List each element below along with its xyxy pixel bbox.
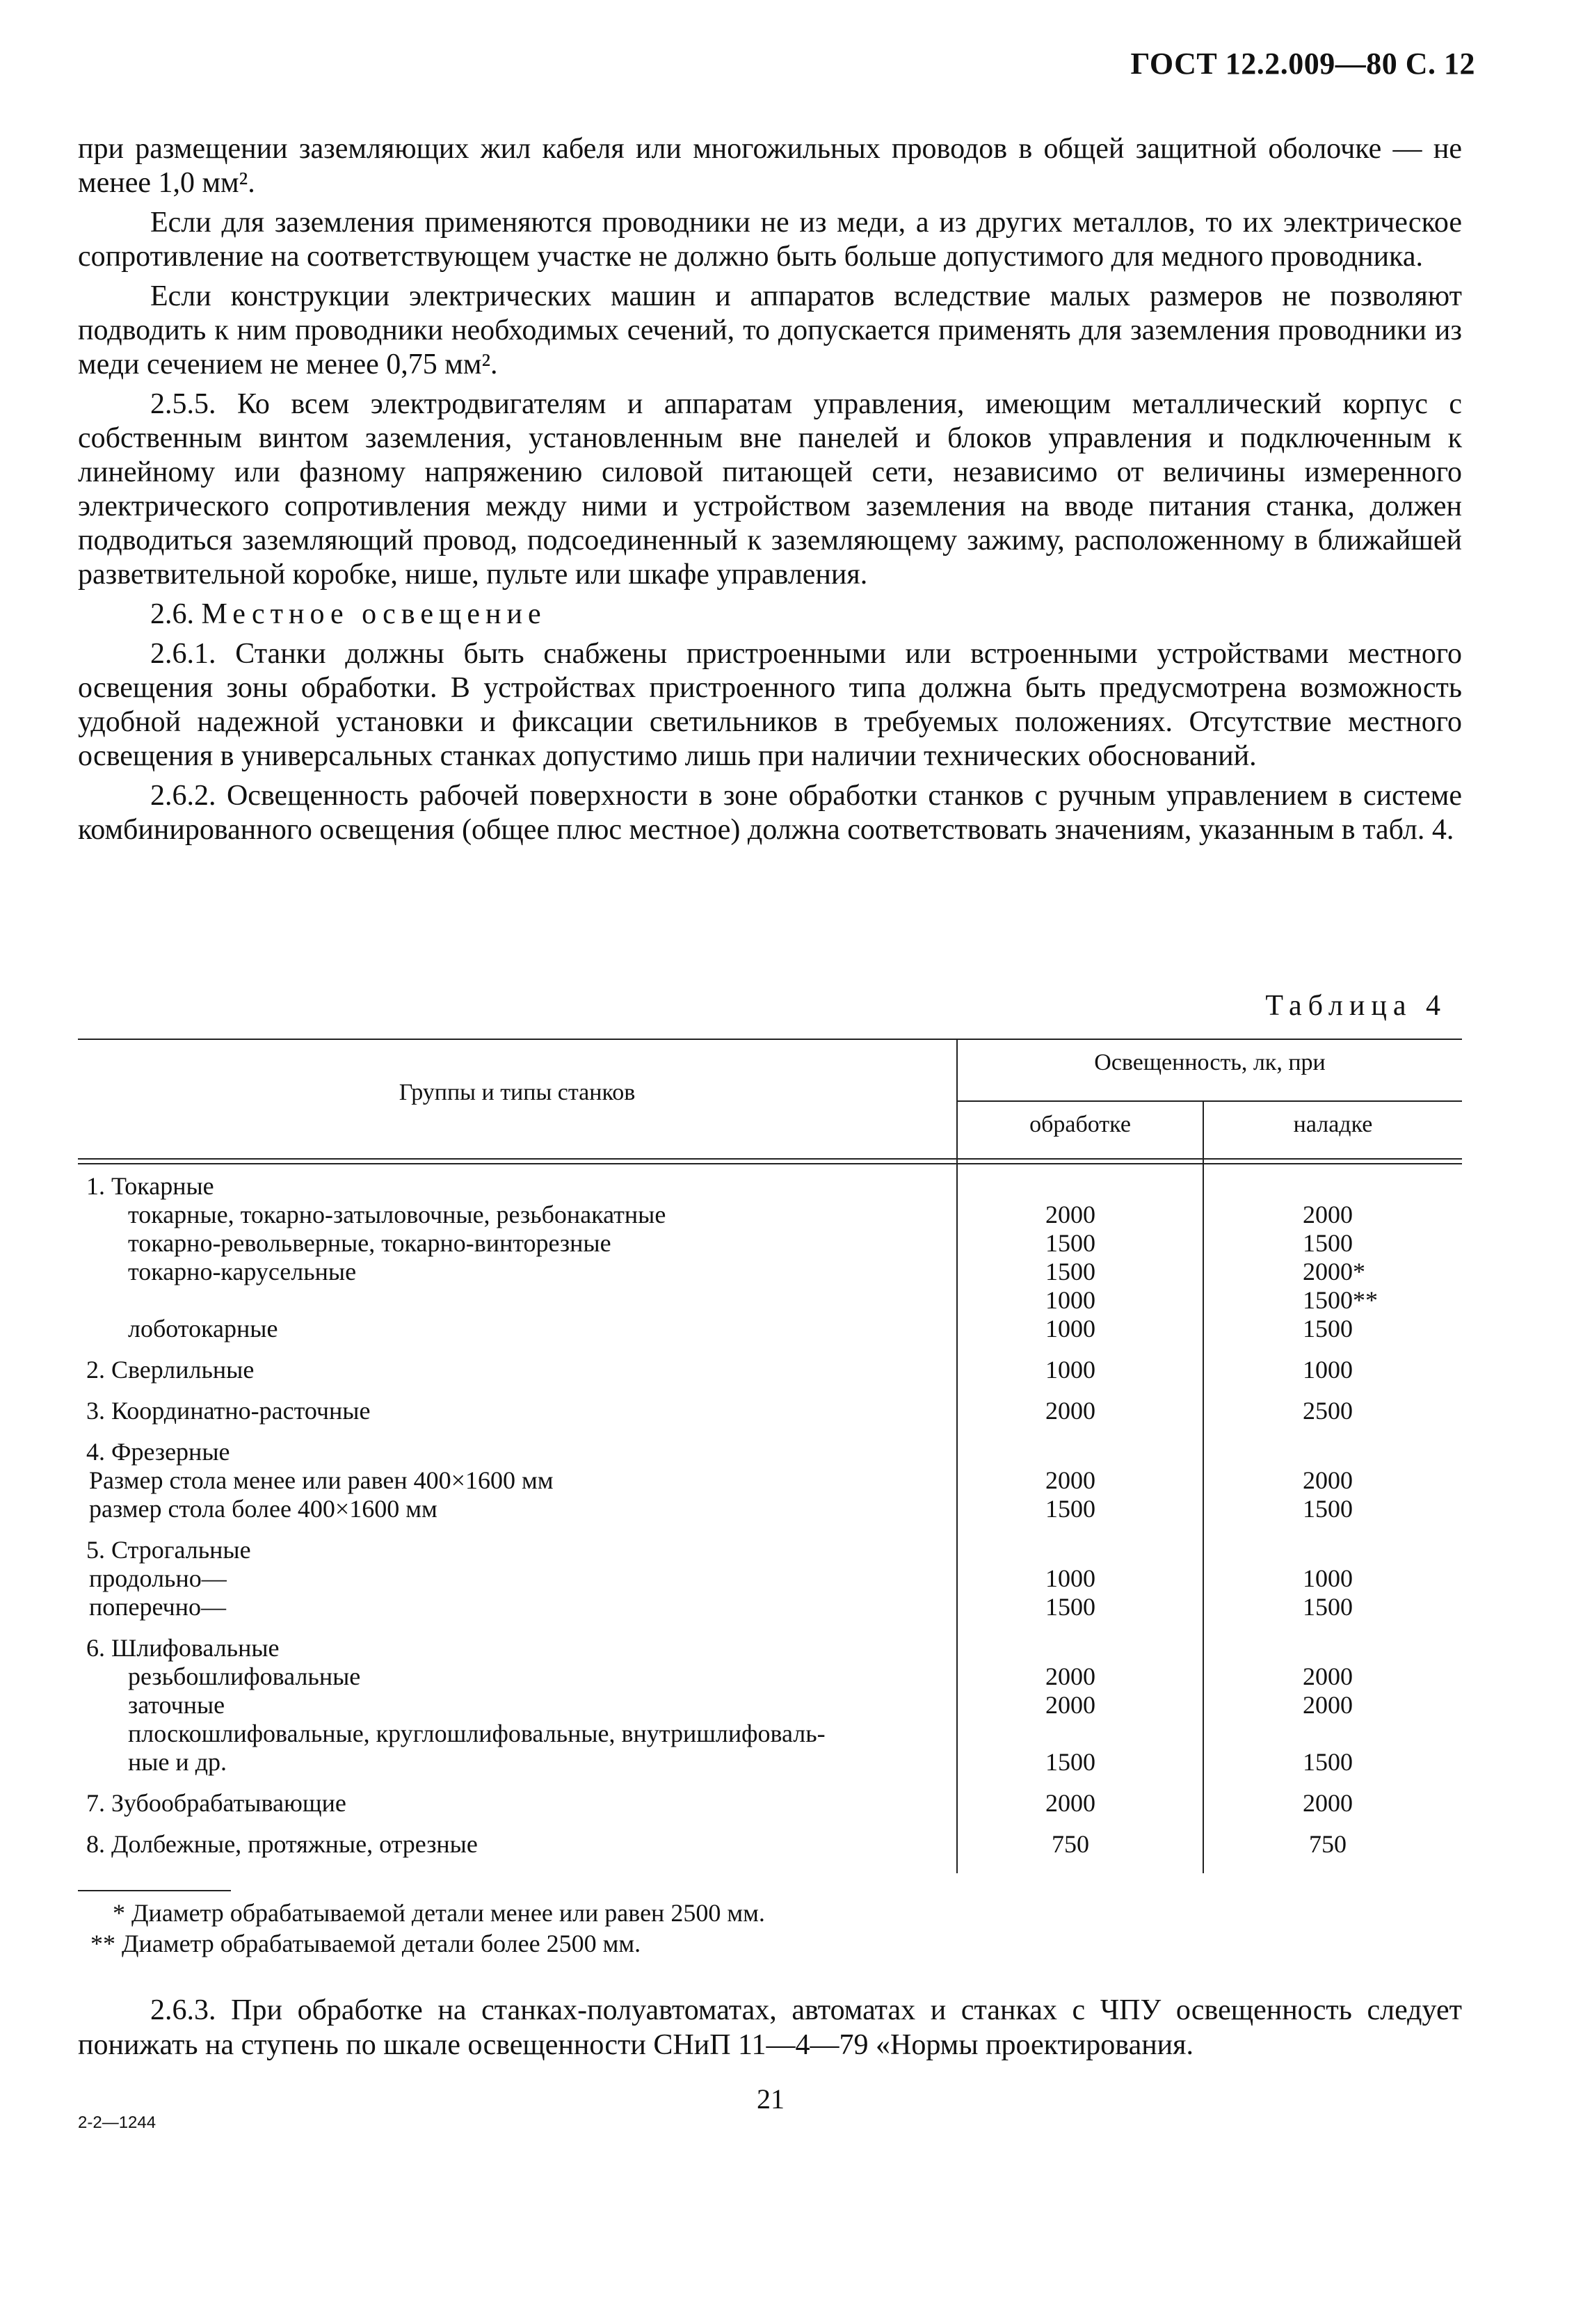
illumination-processing: 2000 — [1045, 1691, 1095, 1719]
table-row — [78, 1536, 1462, 1564]
table-group — [78, 1397, 1462, 1425]
illumination-setup: 2000 — [1303, 1662, 1353, 1690]
illumination-processing: 2000 — [1045, 1397, 1095, 1425]
illumination-setup: 1500 — [1303, 1748, 1353, 1776]
illumination-setup-cell — [1194, 1789, 1462, 1818]
illumination-processing: 1000 — [1045, 1315, 1095, 1343]
table-header-illumination: Освещенность, лк, при — [1094, 1050, 1326, 1075]
machine-type: токарные, токарно-затыловочные, резьбонакатные — [128, 1201, 666, 1228]
illumination-setup-cell — [1194, 1201, 1462, 1229]
table-header-rule — [78, 1158, 1462, 1160]
page-number: 21 — [757, 2083, 785, 2115]
footnote-rule — [78, 1890, 231, 1891]
illumination-setup-cell: 2000* — [1303, 1258, 1365, 1285]
table-row — [78, 1662, 1462, 1691]
table-row — [78, 1691, 1462, 1720]
table-row — [78, 1634, 1462, 1662]
illumination-processing — [947, 1536, 1194, 1564]
table-group — [78, 1536, 1462, 1621]
illumination-setup-cell — [1194, 1172, 1462, 1201]
table-group — [78, 1438, 1462, 1523]
table-group — [78, 1830, 1462, 1859]
table-row — [78, 1720, 1462, 1748]
footnote: ** Диаметр обрабатываемой детали более 2500 мм. — [90, 1930, 641, 1957]
table-row — [78, 1201, 1462, 1229]
machine-type: токарно-карусельные — [128, 1258, 357, 1285]
illumination-processing: 1000 — [1045, 1356, 1095, 1384]
illumination-setup: 2000 — [1303, 1789, 1353, 1817]
illumination-setup-cell — [1194, 1397, 1462, 1425]
table-row — [78, 1564, 1462, 1593]
illumination-setup: 1500 — [1303, 1229, 1353, 1257]
machine-type: плоскошлифовальные, круглошлифовальные, внутришлифоваль- — [128, 1720, 826, 1747]
paragraph: Если конструкции электрических машин и аппаратов вследствие малых размеров не позволяют подводить к ним проводники необходимых сечений, то допускается применять для заземления проводники из меди сечением не менее 0,75 мм². — [78, 280, 1462, 380]
table-row — [78, 1748, 1462, 1777]
machine-type: поперечно— — [89, 1593, 226, 1621]
machine-type: 1. Токарные — [86, 1172, 214, 1200]
table-header-processing: обработке — [1029, 1112, 1131, 1137]
illumination-processing: 1500 — [1045, 1258, 1095, 1285]
table-top-rule — [78, 1039, 1462, 1040]
section-number: 2.6. — [150, 598, 194, 630]
illumination-processing: 2000 — [1045, 1662, 1095, 1690]
machine-type: 4. Фрезерные — [86, 1438, 230, 1466]
illumination-setup: 2000 — [1303, 1691, 1353, 1719]
table-row — [78, 1593, 1462, 1621]
illumination-setup: 2500 — [1303, 1397, 1353, 1425]
illumination-setup-cell — [1194, 1495, 1462, 1523]
illumination-processing — [947, 1634, 1194, 1662]
table-header-setup: наладке — [1293, 1112, 1373, 1137]
illumination-setup: 2000 — [1303, 1258, 1353, 1285]
paragraph: при размещении заземляющих жил кабеля или многожильных проводов в общей защитной оболочке — не менее 1,0 мм². — [78, 133, 1462, 199]
illumination-setup-cell — [1194, 1356, 1462, 1384]
table-row — [78, 1789, 1462, 1818]
illumination-processing — [947, 1438, 1194, 1466]
table-row — [78, 1495, 1462, 1523]
page-header: ГОСТ 12.2.009—80 С. 12 — [1130, 47, 1475, 81]
table-row — [78, 1438, 1462, 1466]
illumination-setup: 750 — [1309, 1830, 1347, 1858]
paragraph: Если для заземления применяются проводники не из меди, а из других металлов, то их электрическое сопротивление на соответствующем участке не должно быть больше допустимого для медного проводника. — [78, 207, 1462, 273]
table-body — [78, 1172, 1462, 1871]
print-code: 2-2—1244 — [78, 2113, 156, 2132]
illumination-processing: 1000 — [1045, 1564, 1095, 1592]
illumination-setup: 1500 — [1303, 1286, 1353, 1314]
section-title: Местное освещение — [201, 598, 547, 630]
paragraph: 2.6.2. Освещенность рабочей поверхности в зоне обработки станков с ручным управлением в системе комбинированного освещения (общее плюс местное) должна соответствовать значениям, указанным в табл. 4. — [78, 780, 1462, 846]
illumination-setup-cell — [1194, 1691, 1462, 1720]
footnotes — [78, 1898, 1462, 1959]
machine-type: резьбошлифовальные — [128, 1662, 361, 1690]
illumination-processing: 1500 — [1045, 1495, 1095, 1523]
table-group — [78, 1356, 1462, 1384]
table-row — [78, 1258, 1462, 1286]
illumination-setup: 2000 — [1303, 1466, 1353, 1494]
illumination-setup: 1000 — [1303, 1564, 1353, 1592]
machine-type: ные и др. — [128, 1748, 227, 1776]
illumination-setup-cell — [1194, 1438, 1462, 1466]
table-row — [78, 1286, 1462, 1315]
table-row — [78, 1315, 1462, 1343]
illumination-setup: 2000 — [1303, 1201, 1353, 1228]
footnote: * Диаметр обрабатываемой детали менее или равен 2500 мм. — [113, 1899, 765, 1927]
machine-type: 2. Сверлильные — [86, 1356, 255, 1384]
illumination-setup-cell — [1194, 1593, 1462, 1621]
machine-type: заточные — [128, 1691, 225, 1719]
paragraph: 2.5.5. Ко всем электродвигателям и аппаратам управления, имеющим металлический корпус с собственным винтом заземления, установленным вне панелей и блоков управления и подключенным к линейному или фазному напряжению силовой питающей сети, независимо от величины измеренного электрического сопротивления между ними и устройством заземления на вводе питания станка, должен подводиться заземляющий провод, подсоединенный к заземляющему зажиму, расположенному в ближайшей разветвительной коробке, нише, пульте или шкафе управления. — [78, 388, 1462, 591]
paragraph: 2.6.1. Станки должны быть снабжены пристроенными или встроенными устройствами местного освещения зоны обработки. В устройствах пристроенного типа должна быть предусмотрена возможность удобной надежной установки и фиксации светильников в требуемых положениях. Отсутствие местного освещения в универсальных станках допустимо лишь при наличии технических обоснований. — [78, 638, 1462, 772]
illumination-setup-cell: 1500** — [1303, 1286, 1378, 1314]
machine-type: 6. Шлифовальные — [86, 1634, 280, 1662]
machine-type: токарно-револьверные, токарно-винторезные — [128, 1229, 611, 1257]
illumination-setup-cell — [1194, 1466, 1462, 1495]
table-row — [78, 1356, 1462, 1384]
illumination-processing: 1500 — [1045, 1229, 1095, 1257]
illumination-setup-cell — [1194, 1564, 1462, 1593]
illumination-setup: 1500 — [1303, 1495, 1353, 1523]
body-text — [78, 132, 1462, 853]
table-row — [78, 1466, 1462, 1495]
body-text-continued — [78, 1993, 1462, 2062]
illumination-setup-cell — [1194, 1229, 1462, 1258]
paragraph: 2.6.3. При обработке на станках-полуавтоматах, автоматах и станках с ЧПУ освещенность следует понижать на ступень по шкале освещенности СНиП 11—4—79 «Нормы проектирования. — [78, 1994, 1462, 2061]
illumination-setup: 1500 — [1303, 1315, 1353, 1343]
illumination-processing: 1500 — [1045, 1748, 1095, 1776]
table-group — [78, 1789, 1462, 1818]
machine-type: 5. Строгальные — [86, 1536, 251, 1564]
machine-type: 3. Координатно-расточные — [86, 1397, 371, 1425]
machine-type: размер стола более 400×1600 мм — [89, 1495, 437, 1523]
table-row — [78, 1830, 1462, 1859]
illumination-setup-cell — [1194, 1634, 1462, 1662]
illumination-setup-cell — [1194, 1830, 1462, 1859]
table-group-rule — [956, 1100, 1462, 1102]
illumination-setup: 1500 — [1303, 1593, 1353, 1621]
illumination-setup-cell — [1194, 1536, 1462, 1564]
table-row — [78, 1397, 1462, 1425]
illumination-processing: 2000 — [1045, 1789, 1095, 1817]
machine-type: лоботокарные — [128, 1315, 278, 1343]
table-header-groups-types: Группы и типы станков — [399, 1080, 636, 1105]
illumination-processing: 1500 — [1045, 1593, 1095, 1621]
illumination-processing: 750 — [1052, 1830, 1089, 1858]
illumination-setup: 1000 — [1303, 1356, 1353, 1384]
machine-type: 7. Зубообрабатывающие — [86, 1789, 346, 1817]
table-group — [78, 1172, 1462, 1343]
machine-type — [78, 1286, 947, 1315]
illumination-processing: 1000 — [1045, 1286, 1095, 1314]
machine-type: продольно— — [89, 1564, 227, 1592]
illumination-setup-cell — [1194, 1720, 1462, 1748]
section-heading — [78, 598, 1462, 632]
machine-type: Размер стола менее или равен 400×1600 мм — [89, 1466, 554, 1494]
table-row — [78, 1229, 1462, 1258]
machine-type: 8. Долбежные, протяжные, отрезные — [86, 1830, 478, 1858]
table-caption: Таблица 4 — [1265, 990, 1447, 1022]
illumination-setup-cell — [1194, 1662, 1462, 1691]
illumination-setup-cell — [1194, 1315, 1462, 1343]
illumination-processing: 2000 — [1045, 1466, 1095, 1494]
table-header-rule — [78, 1163, 1462, 1164]
illumination-processing: 2000 — [1045, 1201, 1095, 1228]
illumination-processing — [947, 1172, 1194, 1201]
illumination-setup-cell — [1194, 1748, 1462, 1777]
table-group — [78, 1634, 1462, 1777]
table-row — [78, 1172, 1462, 1201]
illumination-processing — [947, 1720, 1194, 1748]
